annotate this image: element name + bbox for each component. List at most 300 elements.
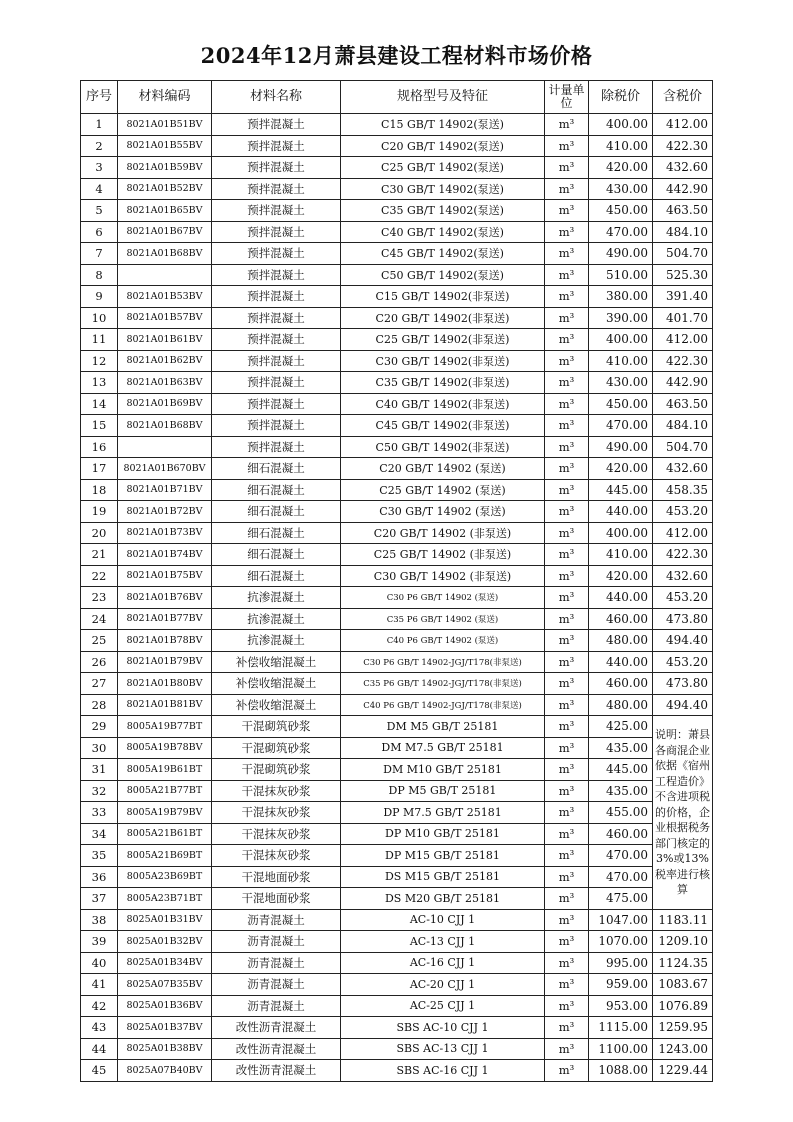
table-row (81, 522, 713, 544)
cell-price-ex-tax: 490.00 (589, 436, 653, 458)
cell-unit: m³ (545, 673, 589, 695)
cell-unit: m³ (545, 888, 589, 910)
cell-price-ex-tax: 390.00 (589, 307, 653, 329)
price-table (80, 80, 713, 1082)
cell-code: 8025A01B38BV (118, 1038, 212, 1060)
cell-no: 33 (81, 802, 118, 824)
cell-no: 41 (81, 974, 118, 996)
cell-name: 补偿收缩混凝土 (212, 694, 341, 716)
cell-spec: AC-25 CJJ 1 (341, 995, 545, 1017)
cell-spec: C40 P6 GB/T 14902-JGJ/T178(非泵送) (341, 694, 545, 716)
cell-code: 8021A01B55BV (118, 135, 212, 157)
cell-price-ex-tax: 480.00 (589, 630, 653, 652)
cell-spec: C30 GB/T 14902 (泵送) (341, 501, 545, 523)
cell-code: 8021A01B81BV (118, 694, 212, 716)
cell-no: 35 (81, 845, 118, 867)
cell-code: 8021A01B74BV (118, 544, 212, 566)
cell-code: 8021A01B57BV (118, 307, 212, 329)
cell-name: 预拌混凝土 (212, 329, 341, 351)
cell-name: 干混地面砂浆 (212, 866, 341, 888)
cell-unit: m³ (545, 974, 589, 996)
cell-spec: C15 GB/T 14902(非泵送) (341, 286, 545, 308)
cell-name: 预拌混凝土 (212, 307, 341, 329)
cell-spec: C40 P6 GB/T 14902 (泵送) (341, 630, 545, 652)
cell-price-ex-tax: 425.00 (589, 716, 653, 738)
cell-spec: SBS AC-10 CJJ 1 (341, 1017, 545, 1039)
table-row (81, 866, 713, 888)
cell-code: 8021A01B78BV (118, 630, 212, 652)
cell-no: 34 (81, 823, 118, 845)
cell-note: 说明：萧县各商混企业依据《宿州工程造价》不含进项税的价格，企业根据税务部门核定的3%或13%税率进行核算 (653, 716, 713, 910)
cell-price-in-tax: 422.30 (653, 544, 713, 566)
cell-unit: m³ (545, 1060, 589, 1082)
cell-unit: m³ (545, 350, 589, 372)
cell-unit: m³ (545, 243, 589, 265)
table-row (81, 157, 713, 179)
cell-code: 8005A19B78BV (118, 737, 212, 759)
cell-spec: C50 GB/T 14902(泵送) (341, 264, 545, 286)
cell-code: 8005A23B69BT (118, 866, 212, 888)
cell-price-ex-tax: 490.00 (589, 243, 653, 265)
cell-code: 8021A01B73BV (118, 522, 212, 544)
cell-spec: DP M7.5 GB/T 25181 (341, 802, 545, 824)
cell-price-ex-tax: 440.00 (589, 501, 653, 523)
cell-name: 细石混凝土 (212, 458, 341, 480)
cell-no: 15 (81, 415, 118, 437)
cell-name: 细石混凝土 (212, 565, 341, 587)
cell-price-ex-tax: 475.00 (589, 888, 653, 910)
cell-unit: m³ (545, 200, 589, 222)
cell-code (118, 436, 212, 458)
cell-code: 8005A21B61BT (118, 823, 212, 845)
cell-unit: m³ (545, 694, 589, 716)
table-row (81, 479, 713, 501)
cell-price-ex-tax: 435.00 (589, 780, 653, 802)
cell-no: 42 (81, 995, 118, 1017)
cell-code: 8005A19B77BT (118, 716, 212, 738)
cell-code: 8021A01B670BV (118, 458, 212, 480)
cell-spec: C30 P6 GB/T 14902 (泵送) (341, 587, 545, 609)
cell-price-ex-tax: 400.00 (589, 114, 653, 136)
cell-spec: AC-10 CJJ 1 (341, 909, 545, 931)
cell-unit: m³ (545, 995, 589, 1017)
cell-price-in-tax: 453.20 (653, 587, 713, 609)
cell-unit: m³ (545, 716, 589, 738)
cell-name: 干混抹灰砂浆 (212, 802, 341, 824)
cell-price-ex-tax: 1088.00 (589, 1060, 653, 1082)
cell-code: 8005A19B79BV (118, 802, 212, 824)
cell-name: 细石混凝土 (212, 479, 341, 501)
table-row (81, 845, 713, 867)
cell-name: 抗渗混凝土 (212, 587, 341, 609)
cell-no: 20 (81, 522, 118, 544)
cell-code: 8005A21B69BT (118, 845, 212, 867)
table-header-row (81, 81, 713, 114)
cell-unit: m³ (545, 565, 589, 587)
cell-name: 改性沥青混凝土 (212, 1038, 341, 1060)
cell-spec: DM M7.5 GB/T 25181 (341, 737, 545, 759)
cell-unit: m³ (545, 114, 589, 136)
cell-no: 30 (81, 737, 118, 759)
cell-name: 预拌混凝土 (212, 200, 341, 222)
cell-unit: m³ (545, 458, 589, 480)
cell-price-in-tax: 484.10 (653, 221, 713, 243)
cell-spec: SBS AC-13 CJJ 1 (341, 1038, 545, 1060)
cell-name: 干混抹灰砂浆 (212, 823, 341, 845)
table-row (81, 501, 713, 523)
cell-price-ex-tax: 470.00 (589, 221, 653, 243)
table-row (81, 823, 713, 845)
cell-code: 8021A01B72BV (118, 501, 212, 523)
cell-price-ex-tax: 420.00 (589, 458, 653, 480)
table-row (81, 286, 713, 308)
cell-code: 8021A01B68BV (118, 243, 212, 265)
table-row (81, 587, 713, 609)
cell-spec: C20 GB/T 14902 (非泵送) (341, 522, 545, 544)
cell-price-ex-tax: 410.00 (589, 135, 653, 157)
cell-unit: m³ (545, 909, 589, 931)
cell-no: 18 (81, 479, 118, 501)
cell-unit: m³ (545, 436, 589, 458)
cell-spec: C35 GB/T 14902(泵送) (341, 200, 545, 222)
cell-spec: SBS AC-16 CJJ 1 (341, 1060, 545, 1082)
cell-unit: m³ (545, 651, 589, 673)
cell-price-in-tax: 391.40 (653, 286, 713, 308)
cell-unit: m³ (545, 415, 589, 437)
cell-spec: C15 GB/T 14902(泵送) (341, 114, 545, 136)
cell-name: 抗渗混凝土 (212, 630, 341, 652)
cell-code: 8025A01B37BV (118, 1017, 212, 1039)
cell-spec: DS M20 GB/T 25181 (341, 888, 545, 910)
header-no: 序号 (81, 81, 118, 114)
table-row (81, 436, 713, 458)
cell-price-in-tax: 442.90 (653, 372, 713, 394)
cell-no: 39 (81, 931, 118, 953)
cell-spec: C35 P6 GB/T 14902-JGJ/T178(非泵送) (341, 673, 545, 695)
cell-spec: C50 GB/T 14902(非泵送) (341, 436, 545, 458)
cell-spec: DS M15 GB/T 25181 (341, 866, 545, 888)
cell-no: 36 (81, 866, 118, 888)
cell-unit: m³ (545, 823, 589, 845)
cell-no: 38 (81, 909, 118, 931)
cell-price-in-tax: 412.00 (653, 329, 713, 351)
cell-no: 9 (81, 286, 118, 308)
cell-spec: DP M15 GB/T 25181 (341, 845, 545, 867)
table-row (81, 135, 713, 157)
cell-code: 8005A19B61BT (118, 759, 212, 781)
table-row (81, 888, 713, 910)
cell-name: 细石混凝土 (212, 544, 341, 566)
cell-spec: C25 GB/T 14902(泵送) (341, 157, 545, 179)
cell-price-in-tax: 412.00 (653, 522, 713, 544)
header-price-in-tax: 含税价 (653, 81, 713, 114)
table-row (81, 393, 713, 415)
cell-unit: m³ (545, 307, 589, 329)
cell-name: 预拌混凝土 (212, 286, 341, 308)
cell-code: 8021A01B62BV (118, 350, 212, 372)
cell-name: 沥青混凝土 (212, 931, 341, 953)
cell-code: 8021A01B69BV (118, 393, 212, 415)
table-row (81, 1038, 713, 1060)
cell-code: 8025A01B31BV (118, 909, 212, 931)
cell-price-in-tax: 422.30 (653, 135, 713, 157)
cell-price-in-tax: 1259.95 (653, 1017, 713, 1039)
cell-price-ex-tax: 440.00 (589, 651, 653, 673)
cell-price-ex-tax: 953.00 (589, 995, 653, 1017)
cell-code (118, 264, 212, 286)
cell-price-in-tax: 412.00 (653, 114, 713, 136)
cell-no: 17 (81, 458, 118, 480)
cell-price-in-tax: 422.30 (653, 350, 713, 372)
cell-spec: C20 GB/T 14902(泵送) (341, 135, 545, 157)
cell-spec: C30 P6 GB/T 14902-JGJ/T178(非泵送) (341, 651, 545, 673)
cell-name: 补偿收缩混凝土 (212, 673, 341, 695)
cell-unit: m³ (545, 221, 589, 243)
cell-name: 抗渗混凝土 (212, 608, 341, 630)
table-row (81, 200, 713, 222)
cell-code: 8021A01B59BV (118, 157, 212, 179)
cell-unit: m³ (545, 931, 589, 953)
cell-price-in-tax: 1124.35 (653, 952, 713, 974)
cell-price-in-tax: 525.30 (653, 264, 713, 286)
cell-unit: m³ (545, 845, 589, 867)
cell-price-in-tax: 494.40 (653, 694, 713, 716)
cell-spec: C40 GB/T 14902(非泵送) (341, 393, 545, 415)
table-row (81, 974, 713, 996)
cell-unit: m³ (545, 802, 589, 824)
table-row (81, 458, 713, 480)
cell-price-ex-tax: 1100.00 (589, 1038, 653, 1060)
cell-spec: C35 P6 GB/T 14902 (泵送) (341, 608, 545, 630)
cell-no: 21 (81, 544, 118, 566)
cell-spec: DM M10 GB/T 25181 (341, 759, 545, 781)
cell-price-in-tax: 1229.44 (653, 1060, 713, 1082)
cell-unit: m³ (545, 157, 589, 179)
cell-no: 44 (81, 1038, 118, 1060)
cell-price-ex-tax: 450.00 (589, 200, 653, 222)
cell-code: 8025A07B40BV (118, 1060, 212, 1082)
table-row (81, 909, 713, 931)
cell-no: 3 (81, 157, 118, 179)
cell-price-ex-tax: 510.00 (589, 264, 653, 286)
cell-price-in-tax: 1076.89 (653, 995, 713, 1017)
cell-code: 8021A01B68BV (118, 415, 212, 437)
table-row (81, 737, 713, 759)
cell-spec: C40 GB/T 14902(泵送) (341, 221, 545, 243)
table-row (81, 630, 713, 652)
cell-name: 沥青混凝土 (212, 952, 341, 974)
cell-code: 8021A01B53BV (118, 286, 212, 308)
table-row (81, 329, 713, 351)
cell-price-ex-tax: 430.00 (589, 178, 653, 200)
cell-unit: m³ (545, 372, 589, 394)
table-row (81, 931, 713, 953)
cell-spec: AC-13 CJJ 1 (341, 931, 545, 953)
cell-price-ex-tax: 410.00 (589, 350, 653, 372)
cell-price-ex-tax: 455.00 (589, 802, 653, 824)
cell-name: 沥青混凝土 (212, 974, 341, 996)
cell-no: 37 (81, 888, 118, 910)
page-title: 2024年12月萧县建设工程材料市场价格 (200, 43, 593, 68)
cell-price-ex-tax: 435.00 (589, 737, 653, 759)
cell-name: 预拌混凝土 (212, 221, 341, 243)
header-code: 材料编码 (118, 81, 212, 114)
table-row (81, 221, 713, 243)
cell-price-ex-tax: 1070.00 (589, 931, 653, 953)
cell-code: 8021A01B51BV (118, 114, 212, 136)
cell-spec: C25 GB/T 14902(非泵送) (341, 329, 545, 351)
table-row (81, 565, 713, 587)
cell-price-in-tax: 432.60 (653, 565, 713, 587)
cell-price-ex-tax: 380.00 (589, 286, 653, 308)
cell-name: 干混抹灰砂浆 (212, 845, 341, 867)
cell-spec: DP M10 GB/T 25181 (341, 823, 545, 845)
header-price-ex-tax: 除税价 (589, 81, 653, 114)
cell-unit: m³ (545, 264, 589, 286)
header-name: 材料名称 (212, 81, 341, 114)
cell-no: 23 (81, 587, 118, 609)
table-row (81, 1060, 713, 1082)
cell-price-in-tax: 453.20 (653, 501, 713, 523)
cell-price-ex-tax: 400.00 (589, 329, 653, 351)
cell-price-in-tax: 473.80 (653, 673, 713, 695)
cell-price-ex-tax: 420.00 (589, 565, 653, 587)
cell-code: 8021A01B75BV (118, 565, 212, 587)
cell-no: 29 (81, 716, 118, 738)
cell-spec: AC-20 CJJ 1 (341, 974, 545, 996)
cell-code: 8025A01B36BV (118, 995, 212, 1017)
cell-unit: m³ (545, 952, 589, 974)
cell-spec: C25 GB/T 14902 (非泵送) (341, 544, 545, 566)
cell-price-in-tax: 453.20 (653, 651, 713, 673)
cell-name: 预拌混凝土 (212, 350, 341, 372)
cell-code: 8021A01B52BV (118, 178, 212, 200)
cell-name: 预拌混凝土 (212, 264, 341, 286)
cell-unit: m³ (545, 135, 589, 157)
cell-name: 干混抹灰砂浆 (212, 780, 341, 802)
cell-name: 细石混凝土 (212, 522, 341, 544)
header-spec: 规格型号及特征 (341, 81, 545, 114)
header-unit: 计量单位 (545, 81, 589, 114)
cell-name: 改性沥青混凝土 (212, 1060, 341, 1082)
table-row (81, 264, 713, 286)
cell-no: 16 (81, 436, 118, 458)
cell-price-ex-tax: 480.00 (589, 694, 653, 716)
cell-price-in-tax: 504.70 (653, 243, 713, 265)
cell-name: 预拌混凝土 (212, 243, 341, 265)
cell-price-ex-tax: 430.00 (589, 372, 653, 394)
cell-spec: C30 GB/T 14902 (非泵送) (341, 565, 545, 587)
cell-no: 2 (81, 135, 118, 157)
cell-spec: C25 GB/T 14902 (泵送) (341, 479, 545, 501)
cell-no: 27 (81, 673, 118, 695)
cell-name: 干混砌筑砂浆 (212, 759, 341, 781)
cell-unit: m³ (545, 608, 589, 630)
cell-price-in-tax: 401.70 (653, 307, 713, 329)
table-row (81, 802, 713, 824)
cell-price-ex-tax: 420.00 (589, 157, 653, 179)
cell-name: 细石混凝土 (212, 501, 341, 523)
cell-price-in-tax: 442.90 (653, 178, 713, 200)
table-row (81, 952, 713, 974)
table-row (81, 350, 713, 372)
cell-code: 8021A01B77BV (118, 608, 212, 630)
table-row (81, 372, 713, 394)
cell-price-ex-tax: 400.00 (589, 522, 653, 544)
cell-no: 40 (81, 952, 118, 974)
cell-price-ex-tax: 1047.00 (589, 909, 653, 931)
cell-no: 10 (81, 307, 118, 329)
table-row (81, 307, 713, 329)
cell-no: 22 (81, 565, 118, 587)
table-row (81, 651, 713, 673)
cell-price-ex-tax: 460.00 (589, 823, 653, 845)
cell-price-ex-tax: 470.00 (589, 866, 653, 888)
cell-name: 预拌混凝土 (212, 157, 341, 179)
cell-code: 8005A23B71BT (118, 888, 212, 910)
cell-unit: m³ (545, 866, 589, 888)
cell-name: 沥青混凝土 (212, 995, 341, 1017)
table-row (81, 673, 713, 695)
cell-spec: DP M5 GB/T 25181 (341, 780, 545, 802)
cell-unit: m³ (545, 1017, 589, 1039)
table-row (81, 716, 713, 738)
cell-no: 43 (81, 1017, 118, 1039)
cell-no: 6 (81, 221, 118, 243)
cell-price-ex-tax: 470.00 (589, 415, 653, 437)
table-row (81, 759, 713, 781)
cell-price-in-tax: 432.60 (653, 157, 713, 179)
cell-price-in-tax: 1183.11 (653, 909, 713, 931)
table-row (81, 780, 713, 802)
cell-no: 11 (81, 329, 118, 351)
cell-no: 31 (81, 759, 118, 781)
cell-price-ex-tax: 995.00 (589, 952, 653, 974)
table-row (81, 415, 713, 437)
cell-spec: C45 GB/T 14902(泵送) (341, 243, 545, 265)
cell-price-ex-tax: 445.00 (589, 479, 653, 501)
cell-code: 8021A01B79BV (118, 651, 212, 673)
cell-name: 补偿收缩混凝土 (212, 651, 341, 673)
cell-no: 5 (81, 200, 118, 222)
cell-name: 干混砌筑砂浆 (212, 716, 341, 738)
cell-code: 8005A21B77BT (118, 780, 212, 802)
cell-spec: C45 GB/T 14902(非泵送) (341, 415, 545, 437)
cell-unit: m³ (545, 780, 589, 802)
cell-code: 8021A01B80BV (118, 673, 212, 695)
cell-spec: C20 GB/T 14902 (泵送) (341, 458, 545, 480)
cell-name: 预拌混凝土 (212, 178, 341, 200)
cell-no: 12 (81, 350, 118, 372)
table-row (81, 608, 713, 630)
cell-price-in-tax: 504.70 (653, 436, 713, 458)
cell-spec: DM M5 GB/T 25181 (341, 716, 545, 738)
cell-no: 25 (81, 630, 118, 652)
cell-spec: AC-16 CJJ 1 (341, 952, 545, 974)
cell-no: 8 (81, 264, 118, 286)
table-row (81, 694, 713, 716)
table-row (81, 243, 713, 265)
cell-price-in-tax: 458.35 (653, 479, 713, 501)
cell-unit: m³ (545, 522, 589, 544)
cell-name: 预拌混凝土 (212, 415, 341, 437)
cell-price-ex-tax: 445.00 (589, 759, 653, 781)
cell-price-in-tax: 1083.67 (653, 974, 713, 996)
cell-price-in-tax: 1243.00 (653, 1038, 713, 1060)
cell-unit: m³ (545, 286, 589, 308)
cell-unit: m³ (545, 479, 589, 501)
cell-price-ex-tax: 460.00 (589, 673, 653, 695)
